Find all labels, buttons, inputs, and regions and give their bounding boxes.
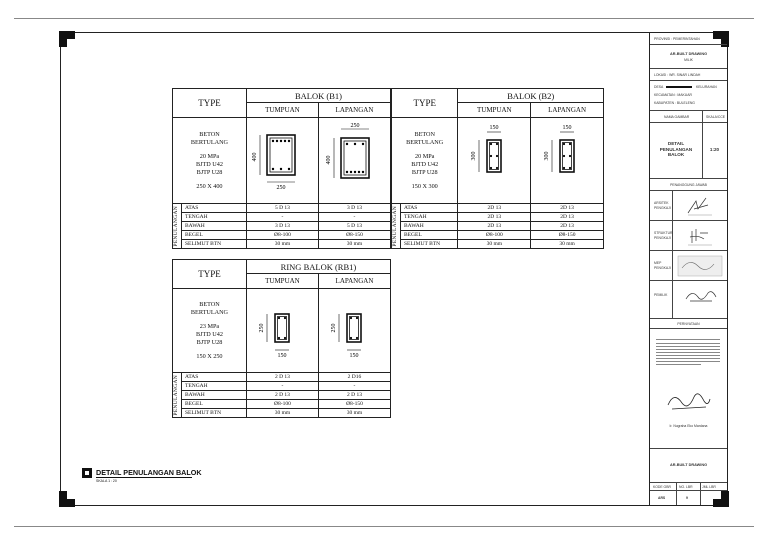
svg-text:300: 300: [544, 151, 551, 160]
row-label: BEGEL: [182, 231, 247, 240]
table-cell: -: [318, 213, 390, 222]
table-cell: 30 mm: [531, 240, 604, 249]
tb-code-headers: KODE GBR NO. LBR JML LBR: [650, 483, 727, 491]
table-cell: 2 D16: [318, 373, 390, 382]
material-description: BETON BERTULANG 20 MPa BJTD U42 BJTP U28 150 X 300: [392, 118, 458, 204]
table-cell: Ø8-150: [318, 231, 390, 240]
col-tumpuan: TUMPUAN: [246, 103, 318, 118]
row-label: SELIMUT BTN: [182, 409, 247, 418]
svg-text:250: 250: [259, 323, 266, 332]
table-cell: 2D 13: [458, 222, 531, 231]
legend-scale: SKALA 1 : 20: [96, 479, 117, 483]
side-label: PENULANGAN: [392, 204, 401, 249]
row-label: BEGEL: [401, 231, 458, 240]
signer-name: Ir. Nugraha Eko Mardana: [669, 424, 708, 428]
svg-text:150: 150: [562, 124, 572, 131]
stamp-mep: [676, 254, 724, 278]
tb-mep: MEP PENGKAJI: [650, 251, 727, 281]
table-cell: 2D 13: [531, 222, 604, 231]
svg-text:150: 150: [489, 124, 499, 131]
section-drawing-lapangan: [318, 118, 390, 204]
corner-mark-bottom-left: [59, 491, 75, 507]
table-cell: 5 D 13: [318, 222, 390, 231]
table-cell: 3 D 13: [318, 204, 390, 213]
svg-text:300: 300: [471, 151, 478, 160]
material-description: BETON BERTULANG 20 MPa BJTD U42 BJTP U28 250 X 400: [173, 118, 247, 204]
type-header: TYPE: [392, 89, 458, 118]
table-cell: 2D 13: [531, 204, 604, 213]
svg-text:400: 400: [326, 155, 333, 164]
section-drawing-lapangan: [531, 118, 604, 204]
col-lapangan: LAPANGAN: [318, 274, 390, 289]
legend-marker-icon: [82, 468, 92, 478]
tb-arsitek: ARSITEK PENGKAJI: [650, 191, 727, 221]
row-label: TENGAH: [182, 213, 247, 222]
tb-struktur: STRUKTUR PENGKAJI: [650, 221, 727, 251]
tb-lokasi: LOKASI : WR. SINAR LINDAH: [650, 69, 727, 81]
row-label: SELIMUT BTN: [182, 240, 247, 249]
dim-height: 400: [252, 152, 259, 161]
table-ring-balok-rb1: [172, 259, 391, 418]
table-cell: Ø8-100: [246, 231, 318, 240]
tb-drawing-name-header: NAMA GAMBAR SKALA/CCE: [650, 111, 727, 123]
tb-pernyataan-body: [650, 329, 727, 449]
legend-underline: [96, 477, 192, 478]
type-header: TYPE: [173, 89, 247, 118]
table-cell: 2D 13: [458, 204, 531, 213]
row-label: ATAS: [182, 373, 247, 382]
tb-footer-project: AR-BUILT DRAWING: [650, 449, 727, 483]
row-label: SELIMUT BTN: [401, 240, 458, 249]
dim-width: 250: [276, 184, 286, 191]
signature-statement: [664, 385, 712, 417]
side-label: PENULANGAN: [173, 204, 182, 249]
section-drawing-tumpuan: [458, 118, 531, 204]
tb-project: AR-BUILT DRAWING MILIK: [650, 45, 727, 69]
table-balok-b1: [172, 88, 391, 249]
tb-pernyataan-header: PERNYATAAN: [650, 319, 727, 329]
table-cell: -: [246, 382, 318, 391]
row-label: ATAS: [401, 204, 458, 213]
tb-pemilik: PEMILIK: [650, 281, 727, 319]
tb-drawing-title: DETAIL PENULANGAN BALOK 1:20: [650, 123, 727, 179]
side-label: PENULANGAN: [173, 373, 182, 418]
col-tumpuan: TUMPUAN: [246, 274, 318, 289]
table-cell: Ø8-100: [246, 400, 318, 409]
col-lapangan: LAPANGAN: [531, 103, 604, 118]
tb-penanggung: PENANGGUNG JAWAB: [650, 179, 727, 191]
svg-text:250: 250: [331, 323, 338, 332]
svg-text:250: 250: [350, 122, 360, 129]
signature-struktur: [684, 225, 714, 247]
signature-arsitek: [684, 195, 714, 217]
row-label: BAWAH: [182, 222, 247, 231]
table-cell: 30 mm: [246, 409, 318, 418]
svg-text:150: 150: [349, 352, 359, 359]
redaction-bar: [666, 86, 692, 88]
row-label: BAWAH: [401, 222, 458, 231]
table-cell: 5 D 13: [246, 204, 318, 213]
signature-pemilik: [682, 285, 718, 309]
table-cell: 30 mm: [246, 240, 318, 249]
table-cell: -: [318, 382, 390, 391]
table-cell: -: [246, 213, 318, 222]
row-label: ATAS: [182, 204, 247, 213]
tb-provinsi: PROVINSI : PEMERINTAHAN: [650, 33, 727, 45]
row-label: TENGAH: [401, 213, 458, 222]
section-drawing-tumpuan: [246, 118, 318, 204]
table-cell: 2D 13: [458, 213, 531, 222]
table-cell: 2 D 13: [318, 391, 390, 400]
group-header: RING BALOK (RB1): [246, 260, 390, 274]
table-cell: 2D 13: [531, 213, 604, 222]
table-cell: Ø8-100: [458, 231, 531, 240]
corner-mark-top-left: [59, 31, 75, 47]
svg-text:150: 150: [277, 352, 287, 359]
type-header: TYPE: [173, 260, 247, 289]
row-label: TENGAH: [182, 382, 247, 391]
row-label: BAWAH: [182, 391, 247, 400]
table-cell: Ø8-150: [531, 231, 604, 240]
title-block: [650, 33, 727, 505]
col-lapangan: LAPANGAN: [318, 103, 390, 118]
tb-address: DESA KELURAHAN KECAMATAN : MAKUAR KABUPATEN : BULELENG: [650, 81, 727, 111]
table-cell: 30 mm: [318, 240, 390, 249]
group-header: BALOK (B1): [246, 89, 390, 103]
material-description: BETON BERTULANG 23 MPa BJTD U42 BJTP U28 150 X 250: [173, 289, 247, 373]
col-tumpuan: TUMPUAN: [458, 103, 531, 118]
section-drawing-tumpuan: [246, 289, 318, 373]
group-header: BALOK (B2): [458, 89, 604, 103]
table-cell: 3 D 13: [246, 222, 318, 231]
legend-title: DETAIL PENULANGAN BALOK: [96, 468, 202, 477]
table-balok-b2: [391, 88, 604, 249]
table-cell: 30 mm: [318, 409, 390, 418]
tb-code-values: ARS 9: [658, 496, 688, 500]
row-label: BEGEL: [182, 400, 247, 409]
table-cell: 2 D 13: [246, 373, 318, 382]
table-cell: 30 mm: [458, 240, 531, 249]
table-cell: Ø8-150: [318, 400, 390, 409]
table-cell: 2 D 13: [246, 391, 318, 400]
section-drawing-lapangan: [318, 289, 390, 373]
